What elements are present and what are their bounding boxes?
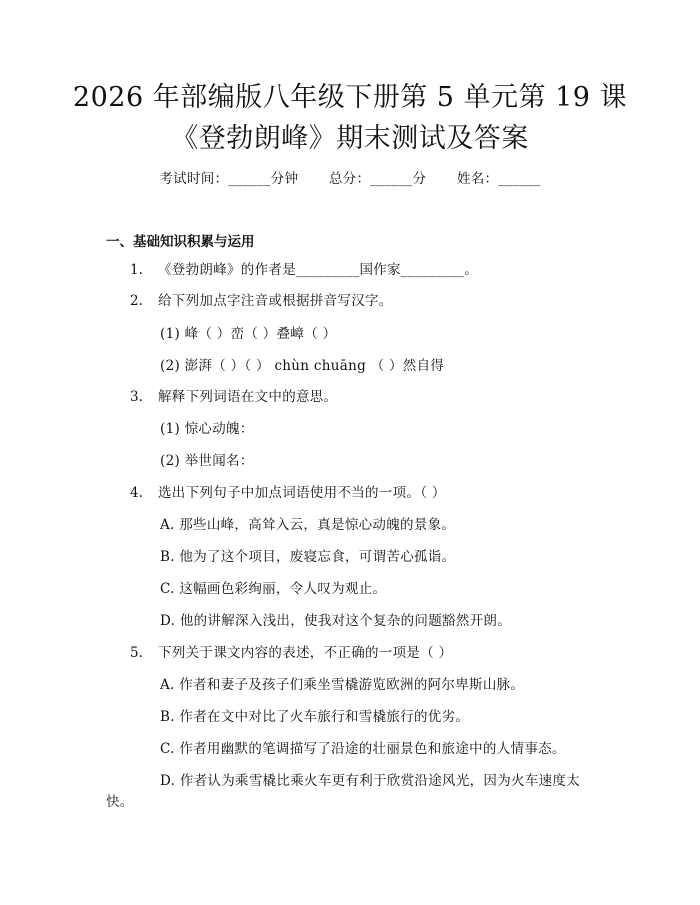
question-5-option-b: B. 作者在文中对比了火车旅行和雪橇旅行的优劣。 — [160, 709, 470, 725]
question-4-option-d: D. 他的讲解深入浅出，使我对这个复杂的问题豁然开朗。 — [160, 613, 512, 629]
question-3-sub-2: (2) 举世闻名： — [160, 453, 254, 469]
question-4-text: 选出下列句子中加点词语使用不当的一项。（ ） — [158, 485, 446, 501]
section-heading: 一、基础知识积累与运用 — [106, 234, 255, 250]
title-line-1: 2026 年部编版八年级下册第 5 单元第 19 课 — [72, 82, 628, 113]
exam-meta — [0, 167, 700, 187]
question-5-option-c: C. 作者用幽默的笔调描写了沿途的壮丽景色和旅途中的人情事态。 — [160, 741, 566, 757]
student-name: 姓名：______ — [456, 171, 541, 187]
question-2-text: 给下列加点字注音或根据拼音写汉字。 — [158, 293, 393, 309]
question-3-sub-1: (1) 惊心动魄： — [160, 421, 254, 437]
question-number: 1. — [130, 262, 143, 278]
question-5-option-d-line-1: D. 作者认为乘雪橇比乘火车更有利于欣赏沿途风光，因为火车速度太 — [160, 773, 581, 789]
question-4-option-a: A. 那些山峰，高耸入云，真是惊心动魄的景象。 — [160, 517, 456, 533]
exam-time: 考试时间：______分钟 — [159, 171, 299, 187]
question-4-option-b: B. 他为了这个项目，废寝忘食，可谓苦心孤诣。 — [160, 549, 456, 565]
title-line-2: 《登勃朗峰》期末测试及答案 — [171, 123, 529, 154]
question-number: 3. — [130, 389, 143, 405]
question-4-option-c: C. 这幅画色彩绚丽，令人叹为观止。 — [160, 581, 387, 597]
question-5-option-d-line-2: 快。 — [106, 794, 134, 810]
question-number: 4. — [130, 485, 143, 501]
question-2-sub-2: (2) 澎湃（ ）（ ） chùn chuāng （ ）然自得 — [160, 358, 445, 374]
question-1-text: 《登勃朗峰》的作者是_________国作家_________。 — [158, 262, 479, 278]
question-3-text: 解释下列词语在文中的意思。 — [158, 389, 338, 405]
question-2-sub-1: (1) 峰（ ）峦（ ）叠嶂（ ） — [160, 326, 337, 342]
question-number: 2. — [130, 293, 143, 309]
question-number: 5. — [130, 645, 143, 661]
question-5-text: 下列关于课文内容的表述，不正确的一项是（ ） — [158, 645, 453, 661]
question-5-option-a: A. 作者和妻子及孩子们乘坐雪橇游览欧洲的阿尔卑斯山脉。 — [160, 677, 525, 693]
exam-score: 总分：______分 — [328, 171, 427, 187]
